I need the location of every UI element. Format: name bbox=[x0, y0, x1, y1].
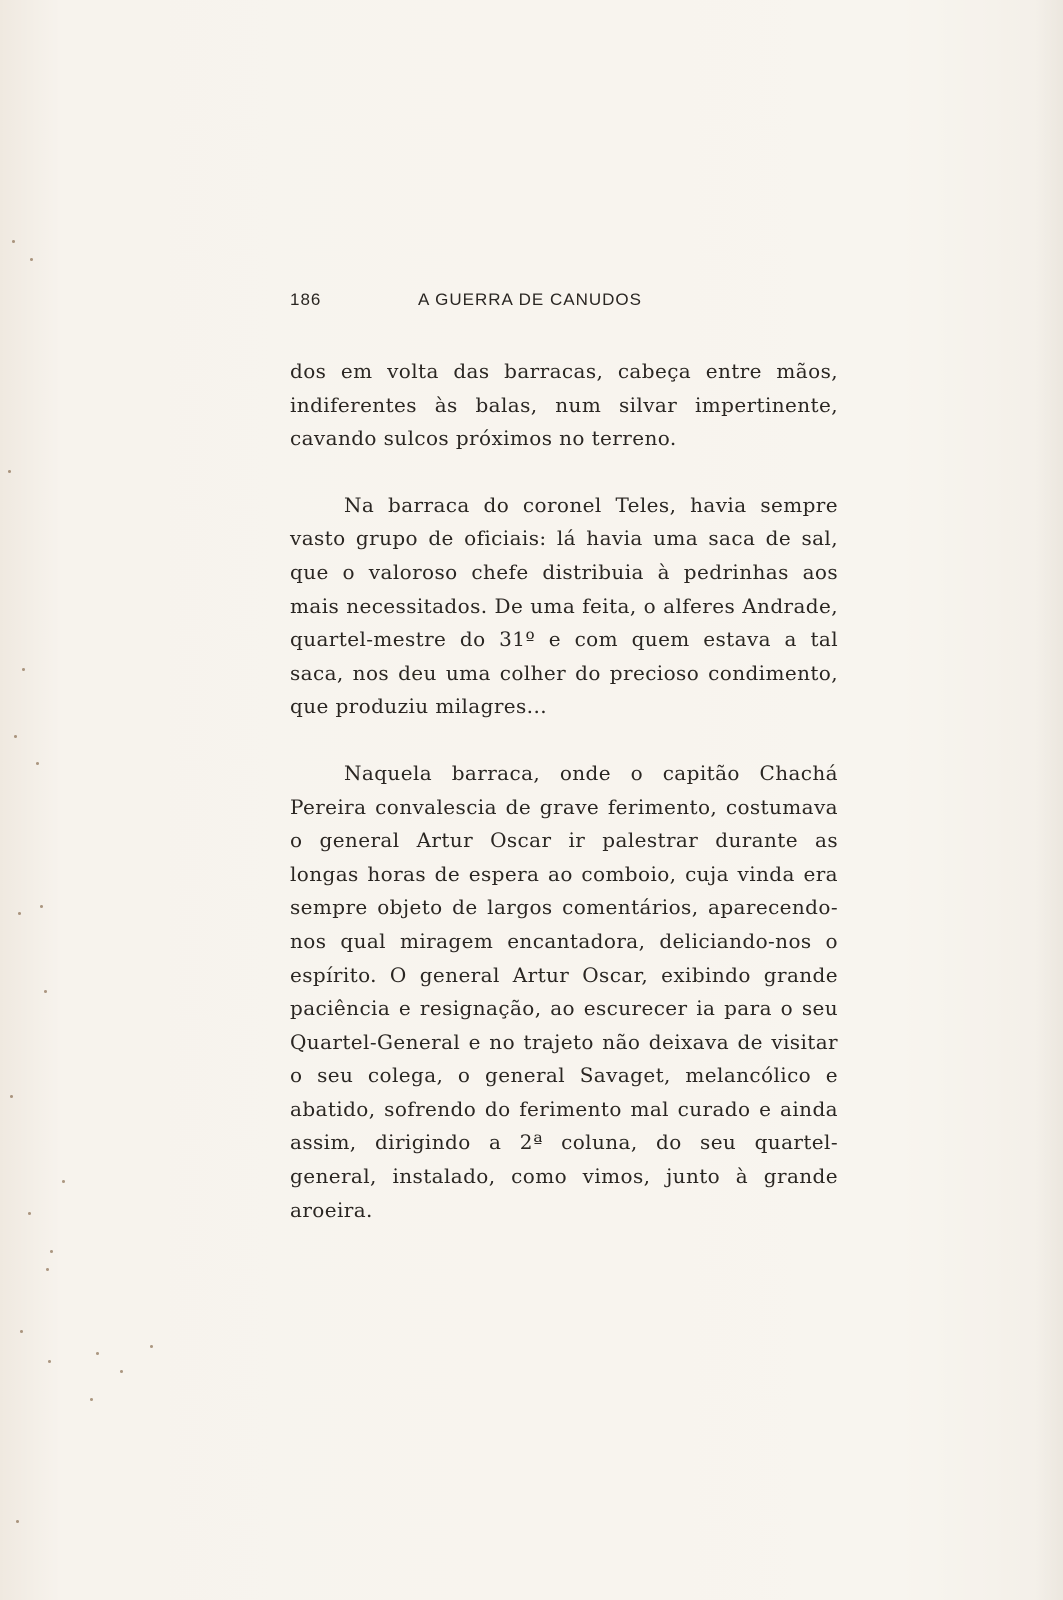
speck bbox=[62, 1180, 65, 1183]
body-text bbox=[290, 355, 838, 1260]
paragraph-2: Na barraca do coronel Teles, havia sempre vasto grupo de oficiais: lá havia uma saca de sal, que o valoroso chefe distribuia à pedrinhas aos mais necessitados. De uma feita, o alferes Andrade, quartel-mestre do 31º e com quem estava a tal saca, nos deu uma colher do precioso condimento, que produziu milagres... bbox=[290, 492, 838, 719]
speck bbox=[30, 258, 33, 261]
speck bbox=[28, 1212, 31, 1215]
running-title: A GUERRA DE CANUDOS bbox=[418, 290, 642, 309]
speck bbox=[44, 990, 47, 993]
speck bbox=[12, 240, 15, 243]
speck bbox=[46, 1268, 49, 1271]
speck bbox=[16, 1520, 19, 1523]
page-edge-shadow bbox=[1035, 0, 1063, 1600]
speck bbox=[18, 912, 21, 915]
speck bbox=[120, 1370, 123, 1373]
speck bbox=[50, 1250, 53, 1253]
page-header bbox=[290, 290, 820, 314]
speck bbox=[20, 1330, 23, 1333]
speck bbox=[40, 905, 43, 908]
speck bbox=[22, 668, 25, 671]
paragraph-3: Naquela barraca, onde o capitão Chachá Pereira convalescia de grave ferimento, costumava o general Artur Oscar ir palestrar durante as longas horas de espera ao comboio, cuja vinda era sempre objeto de largos comentários, aparecendo-nos qual miragem encantadora, deliciando-nos o espírito. O general Artur Oscar, exibindo grande paciência e resignação, ao escurecer ia para o seu Quartel-General e no trajeto não deixava de visitar o seu colega, o general Savaget, melancólico e abatido, sofrendo do ferimento mal curado e ainda assim, dirigindo a 2ª coluna, do seu quartel-general, instalado, como vimos, junto à grande aroeira. bbox=[290, 760, 838, 1222]
speck bbox=[10, 1095, 13, 1098]
speck bbox=[90, 1398, 93, 1401]
page-number: 186 bbox=[290, 290, 322, 309]
speck bbox=[8, 470, 11, 473]
speck bbox=[96, 1352, 99, 1355]
speck bbox=[150, 1345, 153, 1348]
paragraph-1: dos em volta das barracas, cabeça entre mãos, indiferentes às balas, num silvar impertinente, cavando sulcos próximos no terreno. bbox=[290, 359, 838, 451]
speck bbox=[36, 762, 39, 765]
speck bbox=[48, 1360, 51, 1363]
speck bbox=[14, 735, 17, 738]
